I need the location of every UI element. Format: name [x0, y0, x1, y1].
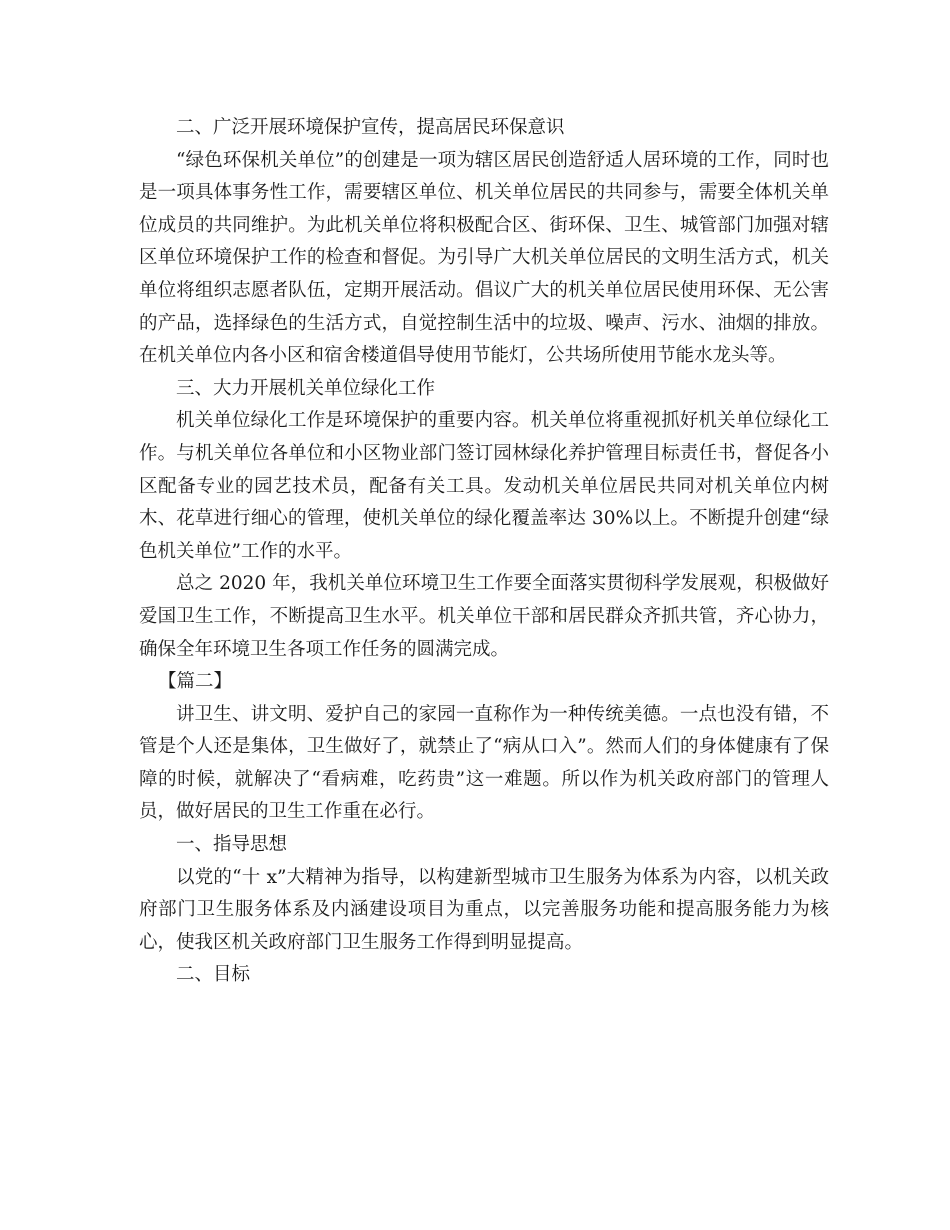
body-paragraph: 讲卫生、讲文明、爱护自己的家园一直称作为一种传统美德。一点也没有错，不管是个人还是集体，卫生做好了，就禁止了“病从口入”。然而人们的身体健康有了保障的时候，就解决了“看病难，吃药贵”这一难题。所以作为机关政府部门的管理人员，做好居民的卫生工作重在必行。: [139, 703, 829, 823]
section-heading: 二、广泛开展环境保护宣传，提高居民环保意识: [176, 117, 565, 138]
section-heading: 二、目标: [176, 964, 251, 986]
part-marker: 【篇二】: [158, 671, 233, 693]
body-paragraph: “绿色环保机关单位”的创建是一项为辖区居民创造舒适人居环境的工作，同时也是一项具体事务性工作，需要辖区单位、机关单位居民的共同参与，需要全体机关单位成员的共同维护。为此机关单位将积极配合区、街环保、卫生、城管部门加强对辖区单位环境保护工作的检查和督促。为引导广大机关单位居民的文明生活方式，机关单位将组织志愿者队伍，定期开展活动。倡议广大的机关单位居民使用环保、无公害的产品，选择绿色的生活方式，自觉控制生活中的垃圾、噪声、污水、油烟的排放。在机关单位内各小区和宿舍楼道倡导使用节能灯，公共场所使用节能水龙头等。: [139, 149, 829, 367]
body-paragraph: 总之 2020 年，我机关单位环境卫生工作要全面落实贯彻科学发展观，积极做好爱国卫生工作，不断提高卫生水平。机关单位干部和居民群众齐抓共管，齐心协力，确保全年环境卫生各项工作任务的圆满完成。: [139, 573, 829, 660]
section-heading: 三、大力开展机关单位绿化工作: [176, 377, 436, 399]
section-heading: 一、指导思想: [176, 834, 288, 856]
body-paragraph: 以党的“十 x”大精神为指导，以构建新型城市卫生服务为体系为内容，以机关政府部门卫生服务体系及内涵建设项目为重点，以完善服务功能和提高服务能力为核心，使我区机关政府部门卫生服务工作得到明显提高。: [139, 866, 829, 953]
document-page: [139, 112, 829, 992]
body-paragraph: 机关单位绿化工作是环境保护的重要内容。机关单位将重视抓好机关单位绿化工作。与机关单位各单位和小区物业部门签订园林绿化养护管理目标责任书，督促各小区配备专业的园艺技术员，配备有关工具。发动机关单位居民共同对机关单位内树木、花草进行细心的管理，使机关单位的绿化覆盖率达 30%以上。不断提升创建“绿色机关单位”工作的水平。: [139, 410, 829, 562]
